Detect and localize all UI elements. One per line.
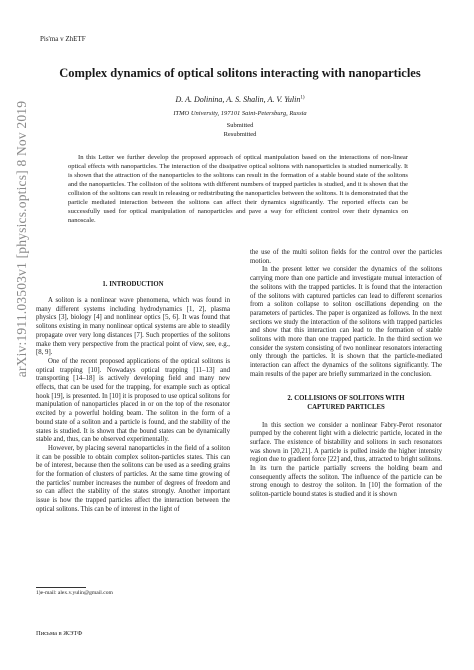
abstract: In this Letter we further develop the proposed approach of optical manipulation based on the interactions of non-linear optical effects with nanoparticles. The interaction of the dissipative optical solitons with nanoparticles is studied numerically. It is shown that the attraction of the nanoparticles to the solitons can result in the formation of a stable bound state of the solitons and the nanoparticles. The collision of the solitons with different numbers of trapped particles is studied, and it is shown that the collision of the solitons can result in releasing or redistributing the nanoparticles between the solitons. It is demonstrated that the particle mediated interaction between the solitons can affect their dynamics significantly. The reported effects can be successfully used for optical manipulation of nanoparticles and pave a way for efficient control over their dynamics on nanoscale. <box>68 154 408 225</box>
paper-title: Complex dynamics of optical solitons interacting with nanoparticles <box>59 66 421 80</box>
journal-header: Pis'ma v ZhETF <box>40 35 86 43</box>
footer-journal: Письма в ЖЭТФ <box>36 630 83 637</box>
section-heading-line-1: 2. COLLISIONS OF SOLITONS WITH <box>287 394 405 402</box>
section-heading-collisions <box>250 394 442 412</box>
footnote: 1)e-mail: alex.v.yulin@gmail.com <box>36 590 113 596</box>
submitted-label: Submitted <box>226 122 254 129</box>
section-heading-introduction: 1. INTRODUCTION <box>102 281 164 288</box>
authors: D. A. Dolinina, A. S. Shalin, A. V. Yulin <box>175 95 301 104</box>
section2-paragraph-1: In this section we consider a nonlinear Fabry-Perot resonator pumped by the coherent light with a dielectric particle, located in the surface. The existence of bistability and solitons in such resonators was shown in [20,21]. A particle is pulled inside the higher intensity region due to gradient force [22] and, thus, attracted to bright solitons. In its turn the particle partially screens the holding beam and consequently affects the soliton. The influence of the particle can be strong enough to destroy the soliton. In [10] the formation of the soliton-particle bound states is studied and it is shown <box>250 421 442 499</box>
right-column <box>250 249 442 500</box>
intro-paragraph-1: A soliton is a nonlinear wave phenomena, which was found in many different systems including hydrodynamics [1, 2], plasma physics [3], biology [4] and nonlinear optics [5, 6]. It was found that solitons existing in many nonlinear optical systems are able to steadily propagate over very long distances [7]. Such properties of the solitons make them very perspective from the practical point of view, see, e.g., [8, 9]. <box>36 297 230 357</box>
intro-paragraph-continued: the use of the multi soliton fields for the control over the particles motion. <box>250 249 442 265</box>
intro-paragraph-3: However, by placing several nanoparticles in the field of a soliton it can be possible to obtain complex soliton-particles states. This can be of interest, because then the solitons can be used as a seeding grains for the formation of clusters of particles. At the same time growing of the particles' number increases the number of degrees of freedom and so can affect the stability of the states strongly. Another important issue is how the trapped particles affect the interaction between the optical solitons. This can be of interest in the light of <box>36 444 230 513</box>
resubmitted-label: Resubmitted <box>223 131 257 138</box>
intro-paragraph-2: One of the recent proposed applications of the optical solitons is optical trapping [10]. Nowadays optical trapping [11–13] and transporting [14–18] is actively developing field and many new effects, that can be used for the trapping, for example such as optical hook [19], is presented. In [10] it is proposed to use optical solitons for manipulation of nanoparticles placed in or on the top of the resonator excited by a powerful holding beam. The soliton in the form of a bound state of a soliton and a particle is found, and the stability of the states is studied. It is shown that the bound states can be dynamically stable and, thus, can be observed experimentally. <box>36 357 230 444</box>
arxiv-stamp: arXiv:1911.03503v1 [physics.optics] 8 Nov 2019 <box>14 100 29 378</box>
section-heading-line-2: CAPTURED PARTICLES <box>307 403 385 411</box>
footnote-rule <box>36 587 86 588</box>
author-footnote-mark: 1) <box>300 95 305 101</box>
affiliation: ITMO University, 197101 Saint-Petersburg, Russia <box>173 110 307 117</box>
left-column <box>36 270 230 515</box>
author-line <box>40 95 440 104</box>
intro-paragraph-4: In the present letter we consider the dynamics of the solitons carrying more than one particle and investigate mutual interaction of the solitons with the trapped particles. It is found that the interaction of the solitons with captured particles can lead to different scenarios from a soliton collapse to soliton oscillations depending on the parameters of particles. The paper is organized as follows. In the next sections we study the interaction of the solitons with trapped particles and show that this interaction can lead to the formation of stable solitons with more than one trapped particle. In the third section we consider the system consisting of two nonlinear resonators interacting only through the particles. It is shown that the particle-mediated interaction can affect the dynamics of the solitons significantly. The main results of the paper are briefly summarized in the conclusion. <box>250 266 442 378</box>
